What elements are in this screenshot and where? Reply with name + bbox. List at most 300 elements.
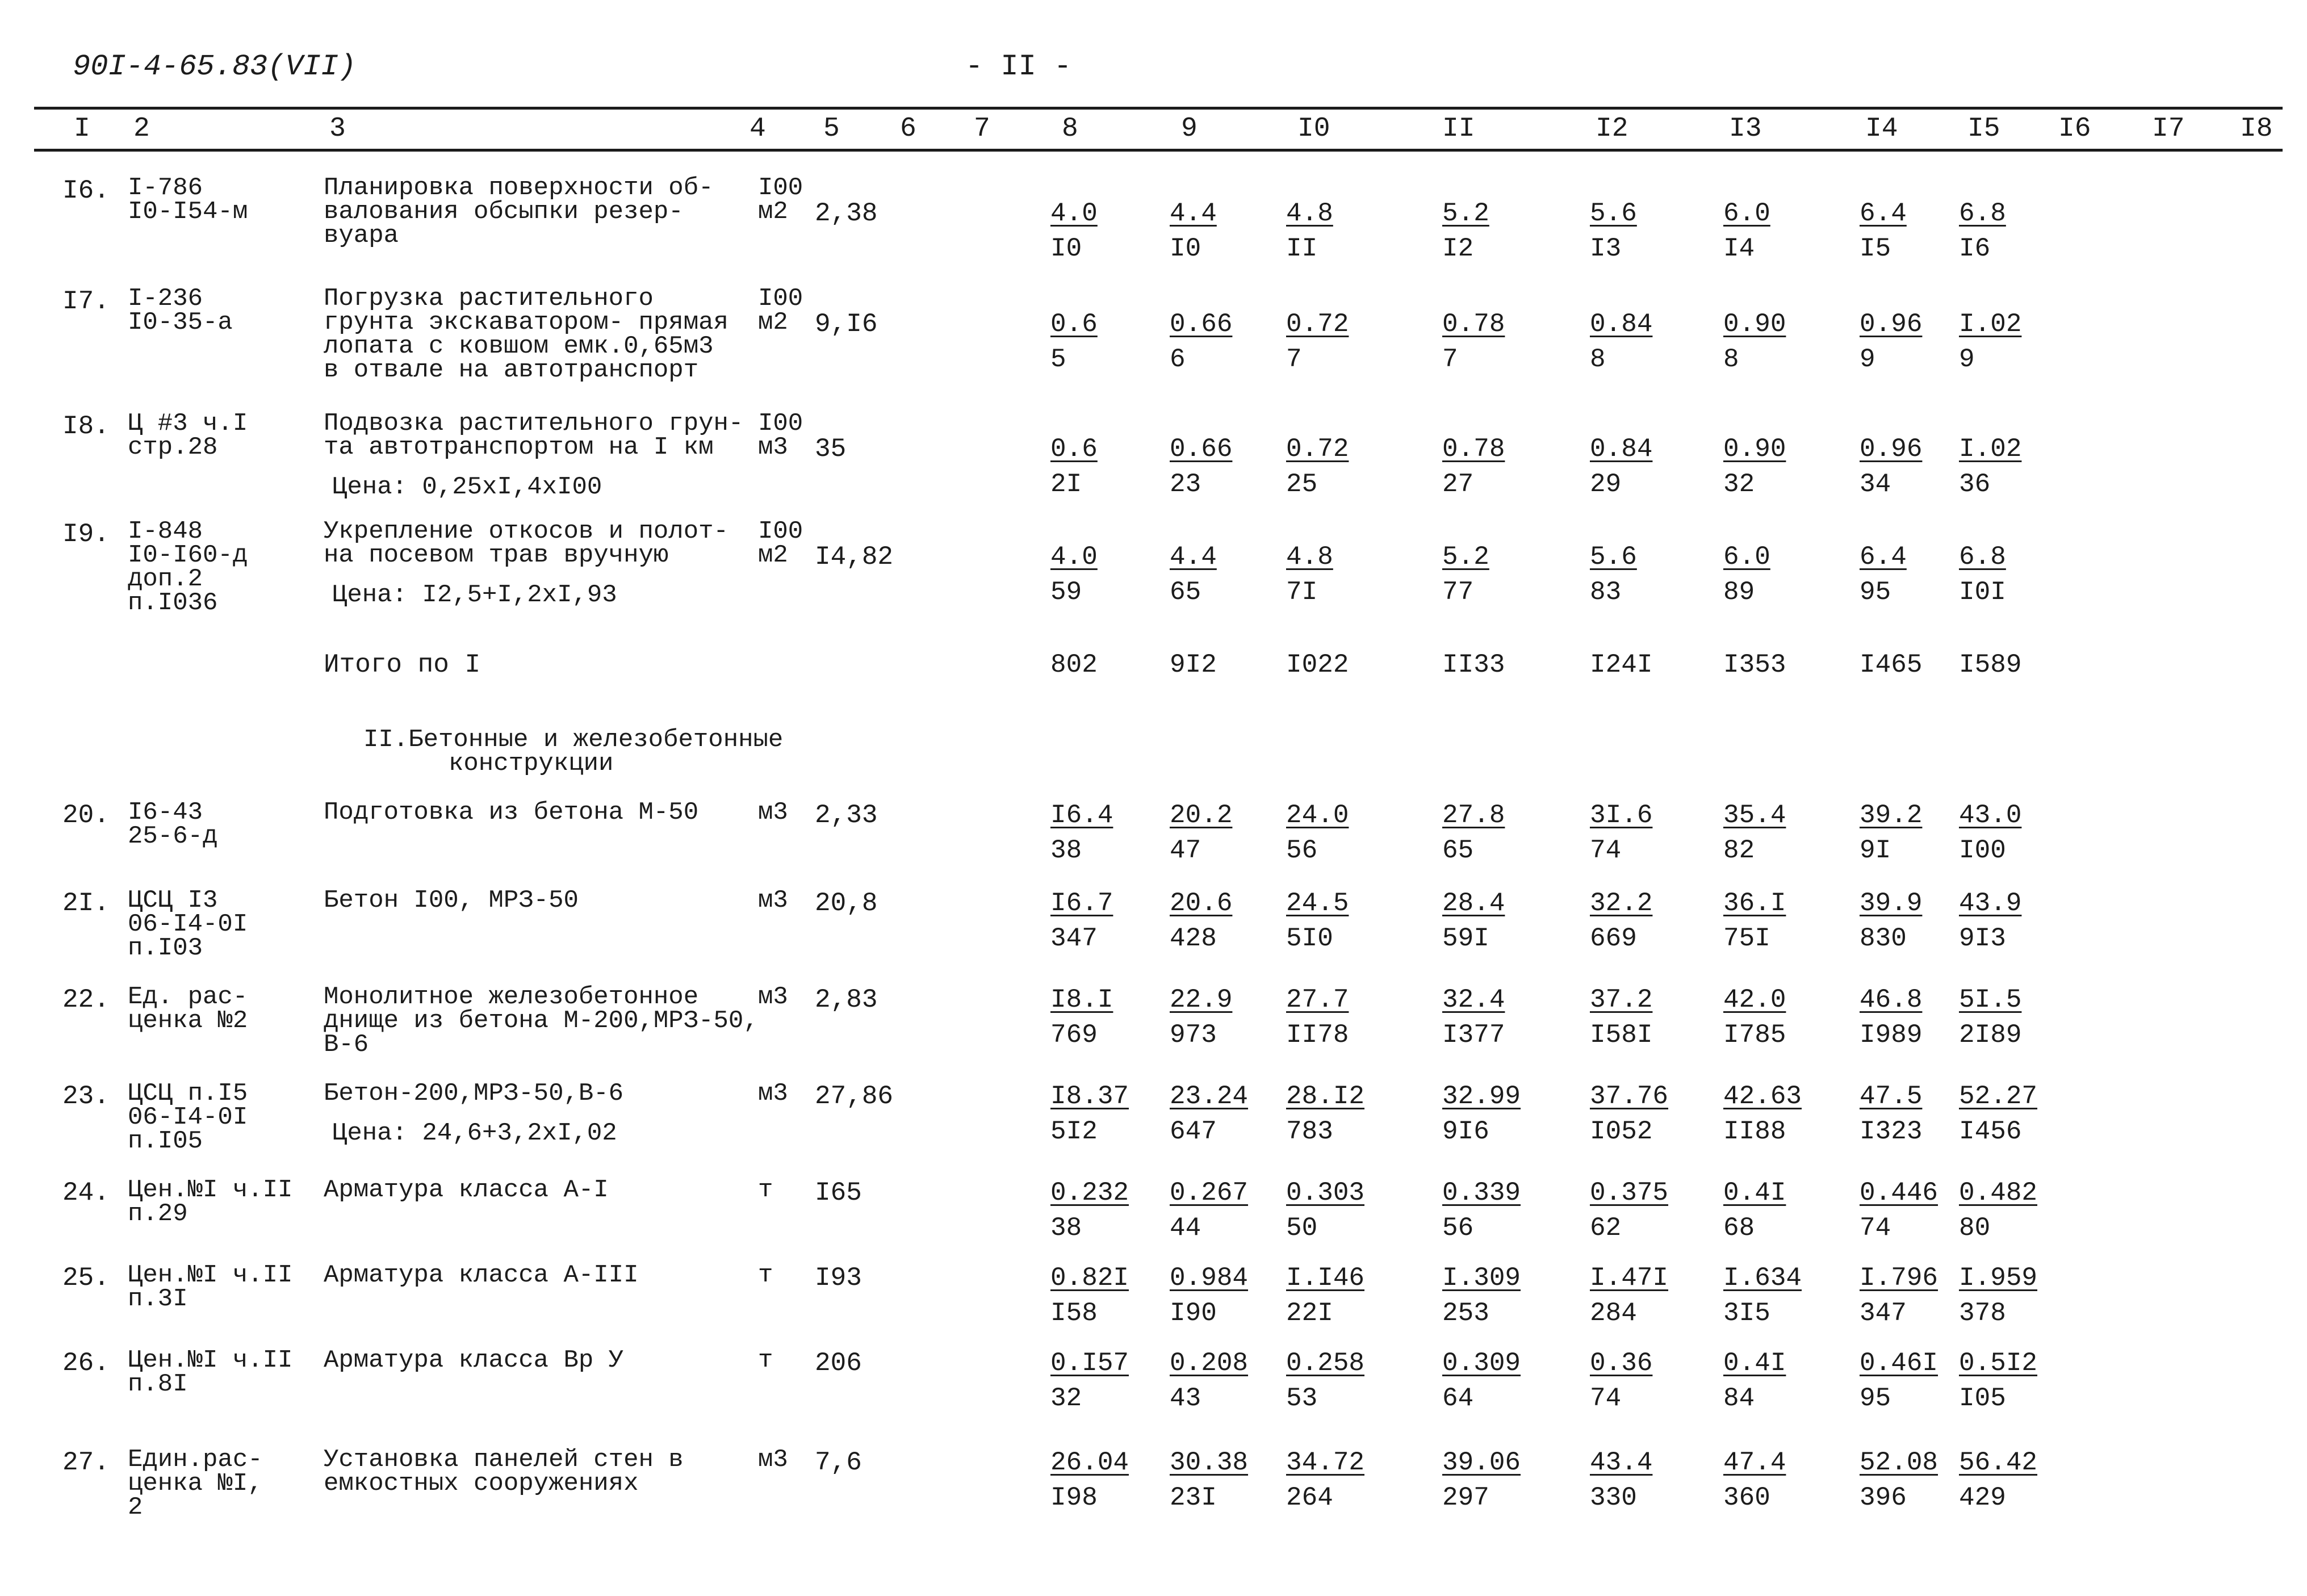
unit-price: 6.8 — [1959, 199, 2006, 228]
column-header: I8 — [2240, 114, 2273, 144]
header-bottom-rule — [34, 149, 2283, 152]
unit-price: 0.90 — [1723, 434, 1786, 464]
total-value: I589 — [1959, 650, 2022, 680]
cost-total: 56 — [1286, 836, 1318, 865]
cost-total: 64 — [1442, 1384, 1474, 1413]
unit-price: 4.0 — [1050, 199, 1098, 228]
unit-of-measure: т — [758, 1261, 773, 1289]
quantity: I4,82 — [815, 542, 894, 572]
cost-total: 9I3 — [1959, 924, 2006, 953]
cost-total: 284 — [1590, 1298, 1637, 1328]
cost-total: 8 — [1590, 345, 1606, 374]
work-description: Арматура класса А-III — [324, 1261, 639, 1289]
unit-price: 0.96 — [1860, 434, 1923, 464]
cost-total: I052 — [1590, 1117, 1653, 1146]
cost-total: 2I89 — [1959, 1020, 2022, 1050]
norm-reference: I6-43 — [128, 798, 203, 827]
total-value: 802 — [1050, 650, 1098, 680]
section-title-line: конструкции — [449, 749, 614, 778]
section-title-line: II.Бетонные и железобетонные — [363, 726, 784, 754]
column-header: I3 — [1729, 114, 1762, 144]
unit-of-measure: м3 — [758, 433, 788, 462]
unit-of-measure: м2 — [758, 198, 788, 226]
unit-of-measure: м3 — [758, 798, 788, 827]
unit-price: 0.258 — [1286, 1348, 1365, 1378]
cost-total: 264 — [1286, 1483, 1333, 1513]
cost-total: II88 — [1723, 1117, 1786, 1146]
cost-total: I323 — [1860, 1117, 1923, 1146]
column-header: 8 — [1062, 114, 1078, 144]
unit-price: 6.0 — [1723, 199, 1770, 228]
unit-price: I.I46 — [1286, 1263, 1365, 1293]
norm-reference: I0-35-а — [128, 308, 233, 337]
column-header: II — [1442, 114, 1475, 144]
cost-total: 65 — [1170, 577, 1201, 607]
quantity: 2,33 — [815, 801, 878, 830]
cost-total: 330 — [1590, 1483, 1637, 1513]
quantity: I65 — [815, 1178, 862, 1208]
cost-total: 669 — [1590, 924, 1637, 953]
cost-total: 38 — [1050, 836, 1082, 865]
unit-price: 0.303 — [1286, 1178, 1365, 1208]
unit-price: 46.8 — [1860, 985, 1923, 1015]
cost-total: 68 — [1723, 1213, 1755, 1243]
unit-price: 42.63 — [1723, 1082, 1802, 1111]
unit-price: 43.4 — [1590, 1448, 1653, 1477]
cost-total: 36 — [1959, 470, 1991, 499]
norm-reference: п.I05 — [128, 1127, 203, 1155]
work-description: Подвозка растительного грун- — [324, 409, 744, 438]
unit-price: 0.82I — [1050, 1263, 1129, 1293]
work-description: лопата с ковшом емк.0,65м3 — [324, 332, 714, 361]
column-header: 7 — [974, 114, 990, 144]
cost-total: 84 — [1723, 1384, 1755, 1413]
unit-price: 0.232 — [1050, 1178, 1129, 1208]
cost-total: 6 — [1170, 345, 1186, 374]
unit-price: 28.4 — [1442, 889, 1505, 918]
norm-reference: 2 — [128, 1493, 143, 1522]
cost-total: 5I0 — [1286, 924, 1333, 953]
cost-total: 23 — [1170, 470, 1201, 499]
unit-price: 4.8 — [1286, 199, 1333, 228]
cost-total: 95 — [1860, 1384, 1891, 1413]
norm-reference: п.3I — [128, 1285, 188, 1313]
row-number: 2I. — [62, 889, 110, 918]
cost-total: 429 — [1959, 1483, 2006, 1513]
cost-total: 830 — [1860, 924, 1907, 953]
cost-total: 347 — [1860, 1298, 1907, 1328]
unit-price: 43.0 — [1959, 801, 2022, 830]
total-value: I24I — [1590, 650, 1653, 680]
quantity: 7,6 — [815, 1448, 862, 1477]
cost-total: 95 — [1860, 577, 1891, 607]
cost-total: I90 — [1170, 1298, 1217, 1328]
row-number: I7. — [62, 287, 110, 316]
unit-price: 47.5 — [1860, 1082, 1923, 1111]
unit-price: 52.27 — [1959, 1082, 2038, 1111]
cost-total: 82 — [1723, 836, 1755, 865]
unit-price: I6.4 — [1050, 801, 1113, 830]
cost-total: 973 — [1170, 1020, 1217, 1050]
unit-price: 37.76 — [1590, 1082, 1669, 1111]
norm-reference: 25-6-д — [128, 822, 218, 851]
unit-price: 0.339 — [1442, 1178, 1521, 1208]
work-description: Укрепление откосов и полот- — [324, 517, 728, 546]
cost-total: I0I — [1959, 577, 2006, 607]
cost-total: 32 — [1723, 470, 1755, 499]
norm-reference: Цен.№I ч.II — [128, 1176, 293, 1204]
norm-reference: п.8I — [128, 1370, 188, 1398]
cost-total: 29 — [1590, 470, 1622, 499]
unit-price: 0.375 — [1590, 1178, 1669, 1208]
cost-total: 378 — [1959, 1298, 2006, 1328]
total-value: 9I2 — [1170, 650, 1217, 680]
norm-reference: п.29 — [128, 1200, 188, 1228]
column-header: 5 — [823, 114, 840, 144]
cost-total: 75I — [1723, 924, 1770, 953]
row-number: 24. — [62, 1178, 110, 1208]
unit-price: 20.6 — [1170, 889, 1233, 918]
cost-total: 8 — [1723, 345, 1739, 374]
column-header: 4 — [750, 114, 766, 144]
cost-total: 347 — [1050, 924, 1098, 953]
unit-price: 26.04 — [1050, 1448, 1129, 1477]
cost-total: 23I — [1170, 1483, 1217, 1513]
quantity: I93 — [815, 1263, 862, 1293]
norm-reference: I-848 — [128, 517, 203, 546]
unit-price: 0.6 — [1050, 309, 1098, 339]
cost-total: I989 — [1860, 1020, 1923, 1050]
quantity: 9,I6 — [815, 309, 878, 339]
unit-price: 24.0 — [1286, 801, 1349, 830]
cost-total: 5 — [1050, 345, 1066, 374]
cost-total: 80 — [1959, 1213, 1991, 1243]
column-header: 2 — [133, 114, 150, 144]
unit-price: 37.2 — [1590, 985, 1653, 1015]
unit-price: 23.24 — [1170, 1082, 1249, 1111]
unit-price: I.796 — [1860, 1263, 1938, 1293]
norm-reference: ЦСЦ п.I5 — [128, 1079, 248, 1108]
row-number: 26. — [62, 1348, 110, 1378]
cost-total: I5 — [1860, 234, 1891, 263]
unit-price: I.959 — [1959, 1263, 2038, 1293]
unit-price: 0.72 — [1286, 309, 1349, 339]
work-description: грунта экскаватором- прямая — [324, 308, 728, 337]
unit-price: I.02 — [1959, 434, 2022, 464]
unit-price: 32.2 — [1590, 889, 1653, 918]
cost-total: 783 — [1286, 1117, 1333, 1146]
cost-total: I3 — [1590, 234, 1622, 263]
quantity: 35 — [815, 434, 847, 464]
row-number: I6. — [62, 176, 110, 206]
norm-reference: I-236 — [128, 284, 203, 313]
unit-of-measure: м2 — [758, 541, 788, 569]
unit-price: 52.08 — [1860, 1448, 1938, 1477]
unit-price: 43.9 — [1959, 889, 2022, 918]
cost-total: I00 — [1959, 836, 2006, 865]
work-description: Установка панелей стен в — [324, 1446, 684, 1474]
doc-code: 90I-4-65.83(VII) — [73, 50, 357, 83]
norm-reference: Ц #3 ч.I — [128, 409, 248, 438]
unit-price: 22.9 — [1170, 985, 1233, 1015]
unit-price: 0.267 — [1170, 1178, 1249, 1208]
cost-total: 428 — [1170, 924, 1217, 953]
cost-total: 7I — [1286, 577, 1318, 607]
norm-reference: Един.рас- — [128, 1446, 263, 1474]
row-number: I8. — [62, 412, 110, 441]
cost-total: I58 — [1050, 1298, 1098, 1328]
unit-price: 0.984 — [1170, 1263, 1249, 1293]
price-formula: Цена: 24,6+3,2хI,02 — [332, 1119, 617, 1147]
cost-total: I785 — [1723, 1020, 1786, 1050]
unit-price: I.02 — [1959, 309, 2022, 339]
unit-price: 35.4 — [1723, 801, 1786, 830]
cost-total: 74 — [1590, 1384, 1622, 1413]
work-description: Арматура класса А-I — [324, 1176, 609, 1204]
cost-total: 9I6 — [1442, 1117, 1489, 1146]
price-formula: Цена: I2,5+I,2хI,93 — [332, 581, 617, 609]
quantity: 2,83 — [815, 985, 878, 1015]
price-formula: Цена: 0,25хI,4хI00 — [332, 473, 602, 501]
unit-price: 0.482 — [1959, 1178, 2038, 1208]
unit-price: 0.78 — [1442, 309, 1505, 339]
norm-reference: доп.2 — [128, 565, 203, 593]
cost-total: 34 — [1860, 470, 1891, 499]
quantity: 206 — [815, 1348, 862, 1378]
unit-of-measure: м3 — [758, 1446, 788, 1474]
total-value: II33 — [1442, 650, 1505, 680]
unit-price: 3I.6 — [1590, 801, 1653, 830]
cost-total: I456 — [1959, 1117, 2022, 1146]
unit-price: 28.I2 — [1286, 1082, 1365, 1111]
total-label: Итого по I — [324, 650, 481, 680]
unit-price: 0.72 — [1286, 434, 1349, 464]
column-header: 3 — [329, 114, 346, 144]
unit-price: I6.7 — [1050, 889, 1113, 918]
cost-total: 396 — [1860, 1483, 1907, 1513]
unit-price: 32.99 — [1442, 1082, 1521, 1111]
quantity: 27,86 — [815, 1082, 894, 1111]
unit-price: 39.2 — [1860, 801, 1923, 830]
cost-total: I4 — [1723, 234, 1755, 263]
row-number: 23. — [62, 1082, 110, 1111]
row-number: I9. — [62, 520, 110, 549]
cost-total: 9 — [1959, 345, 1975, 374]
total-value: I465 — [1860, 650, 1923, 680]
cost-total: I05 — [1959, 1384, 2006, 1413]
work-description: валования обсыпки резер- — [324, 198, 684, 226]
work-description: в отвале на автотранспорт — [324, 356, 699, 384]
unit-price: 4.8 — [1286, 542, 1333, 572]
norm-reference: 06-I4-0I — [128, 910, 248, 939]
cost-total: 32 — [1050, 1384, 1082, 1413]
row-number: 22. — [62, 985, 110, 1015]
cost-total: I0 — [1170, 234, 1201, 263]
cost-total: 5I2 — [1050, 1117, 1098, 1146]
cost-total: 38 — [1050, 1213, 1082, 1243]
cost-total: 89 — [1723, 577, 1755, 607]
unit-price: 0.5I2 — [1959, 1348, 2038, 1378]
unit-price: 0.96 — [1860, 309, 1923, 339]
unit-price: 20.2 — [1170, 801, 1233, 830]
total-value: I353 — [1723, 650, 1786, 680]
unit-price: 5.2 — [1442, 542, 1489, 572]
cost-total: 253 — [1442, 1298, 1489, 1328]
unit-of-measure: I00 — [758, 284, 803, 313]
unit-price: 0.4I — [1723, 1178, 1786, 1208]
unit-price: I8.I — [1050, 985, 1113, 1015]
cost-total: I6 — [1959, 234, 1991, 263]
unit-price: 6.0 — [1723, 542, 1770, 572]
unit-price: 42.0 — [1723, 985, 1786, 1015]
work-description: Планировка поверхности об- — [324, 174, 714, 202]
unit-price: 0.84 — [1590, 309, 1653, 339]
unit-price: 4.0 — [1050, 542, 1098, 572]
column-header: 6 — [900, 114, 916, 144]
norm-reference: ЦСЦ I3 — [128, 886, 218, 915]
page-number: - II - — [965, 50, 1072, 83]
unit-of-measure: т — [758, 1176, 773, 1204]
work-description: на посевом трав вручную — [324, 541, 669, 569]
work-description: емкостных сооружениях — [324, 1469, 639, 1498]
norm-reference: стр.28 — [128, 433, 218, 462]
unit-price: I.309 — [1442, 1263, 1521, 1293]
column-header: I4 — [1865, 114, 1898, 144]
norm-reference: Цен.№I ч.II — [128, 1261, 293, 1289]
cost-total: 2I — [1050, 470, 1082, 499]
unit-price: 32.4 — [1442, 985, 1505, 1015]
cost-total: 43 — [1170, 1384, 1201, 1413]
norm-reference: I0-I54-м — [128, 198, 248, 226]
cost-total: 77 — [1442, 577, 1474, 607]
work-description: В-6 — [324, 1031, 369, 1059]
cost-total: 25 — [1286, 470, 1318, 499]
unit-price: 56.42 — [1959, 1448, 2038, 1477]
cost-total: 47 — [1170, 836, 1201, 865]
column-header: I2 — [1596, 114, 1628, 144]
unit-of-measure: I00 — [758, 174, 803, 202]
unit-price: 0.66 — [1170, 434, 1233, 464]
cost-total: 62 — [1590, 1213, 1622, 1243]
unit-of-measure: I00 — [758, 409, 803, 438]
unit-price: 6.4 — [1860, 199, 1907, 228]
unit-price: 4.4 — [1170, 542, 1217, 572]
cost-total: 74 — [1860, 1213, 1891, 1243]
total-value: I022 — [1286, 650, 1349, 680]
unit-price: 4.4 — [1170, 199, 1217, 228]
unit-price: I.634 — [1723, 1263, 1802, 1293]
unit-price: 27.7 — [1286, 985, 1349, 1015]
cost-total: II78 — [1286, 1020, 1349, 1050]
unit-price: 24.5 — [1286, 889, 1349, 918]
work-description: Монолитное железобетонное — [324, 983, 699, 1011]
unit-price: 30.38 — [1170, 1448, 1249, 1477]
unit-price: I8.37 — [1050, 1082, 1129, 1111]
unit-of-measure: I00 — [758, 517, 803, 546]
norm-reference: п.I036 — [128, 589, 218, 617]
norm-reference: 06-I4-0I — [128, 1103, 248, 1132]
unit-price: 0.6 — [1050, 434, 1098, 464]
unit-price: 5I.5 — [1959, 985, 2022, 1015]
work-description: Бетон-200,МРЗ-50,В-6 — [324, 1079, 624, 1108]
unit-price: 0.208 — [1170, 1348, 1249, 1378]
quantity: 20,8 — [815, 889, 878, 918]
unit-price: 0.84 — [1590, 434, 1653, 464]
work-description: днище из бетона М-200,МРЗ-50, — [324, 1007, 759, 1035]
cost-total: II — [1286, 234, 1318, 263]
unit-price: 0.I57 — [1050, 1348, 1129, 1378]
unit-price: 0.446 — [1860, 1178, 1938, 1208]
unit-of-measure: м2 — [758, 308, 788, 337]
cost-total: 9I — [1860, 836, 1891, 865]
norm-reference: I0-I60-д — [128, 541, 248, 569]
unit-price: 6.8 — [1959, 542, 2006, 572]
cost-total: I0 — [1050, 234, 1082, 263]
norm-reference: Ед. рас- — [128, 983, 248, 1011]
unit-price: 0.4I — [1723, 1348, 1786, 1378]
cost-total: 647 — [1170, 1117, 1217, 1146]
column-header: I6 — [2058, 114, 2091, 144]
work-description: Подготовка из бетона М-50 — [324, 798, 699, 827]
unit-price: 6.4 — [1860, 542, 1907, 572]
work-description: Погрузка растительного — [324, 284, 654, 313]
unit-price: 39.9 — [1860, 889, 1923, 918]
unit-of-measure: м3 — [758, 886, 788, 915]
unit-price: 0.90 — [1723, 309, 1786, 339]
unit-price: 27.8 — [1442, 801, 1505, 830]
cost-total: 56 — [1442, 1213, 1474, 1243]
work-description: та автотранспортом на I км — [324, 433, 714, 462]
unit-price: 0.36 — [1590, 1348, 1653, 1378]
norm-reference: ценка №I, — [128, 1469, 263, 1498]
column-header: I5 — [1967, 114, 2000, 144]
cost-total: 50 — [1286, 1213, 1318, 1243]
cost-total: 769 — [1050, 1020, 1098, 1050]
unit-price: 0.78 — [1442, 434, 1505, 464]
unit-of-measure: м3 — [758, 1079, 788, 1108]
unit-of-measure: т — [758, 1346, 773, 1375]
norm-reference: I-786 — [128, 174, 203, 202]
work-description: вуара — [324, 221, 399, 250]
cost-total: 3I5 — [1723, 1298, 1770, 1328]
cost-total: 9 — [1860, 345, 1875, 374]
cost-total: 83 — [1590, 577, 1622, 607]
cost-total: 53 — [1286, 1384, 1318, 1413]
column-header: 9 — [1181, 114, 1198, 144]
unit-price: I.47I — [1590, 1263, 1669, 1293]
cost-total: 74 — [1590, 836, 1622, 865]
cost-total: 65 — [1442, 836, 1474, 865]
cost-total: 7 — [1286, 345, 1302, 374]
cost-total: I377 — [1442, 1020, 1505, 1050]
cost-total: 27 — [1442, 470, 1474, 499]
column-header: I7 — [2152, 114, 2185, 144]
unit-price: 34.72 — [1286, 1448, 1365, 1477]
cost-total: 22I — [1286, 1298, 1333, 1328]
row-number: 27. — [62, 1448, 110, 1477]
row-number: 20. — [62, 801, 110, 830]
column-header: I — [74, 114, 90, 144]
cost-total: I98 — [1050, 1483, 1098, 1513]
unit-price: 39.06 — [1442, 1448, 1521, 1477]
unit-price: 0.309 — [1442, 1348, 1521, 1378]
work-description: Бетон I00, МРЗ-50 — [324, 886, 579, 915]
cost-total: 59 — [1050, 577, 1082, 607]
unit-price: 5.2 — [1442, 199, 1489, 228]
unit-price: 47.4 — [1723, 1448, 1786, 1477]
unit-price: 5.6 — [1590, 542, 1637, 572]
unit-price: 0.66 — [1170, 309, 1233, 339]
